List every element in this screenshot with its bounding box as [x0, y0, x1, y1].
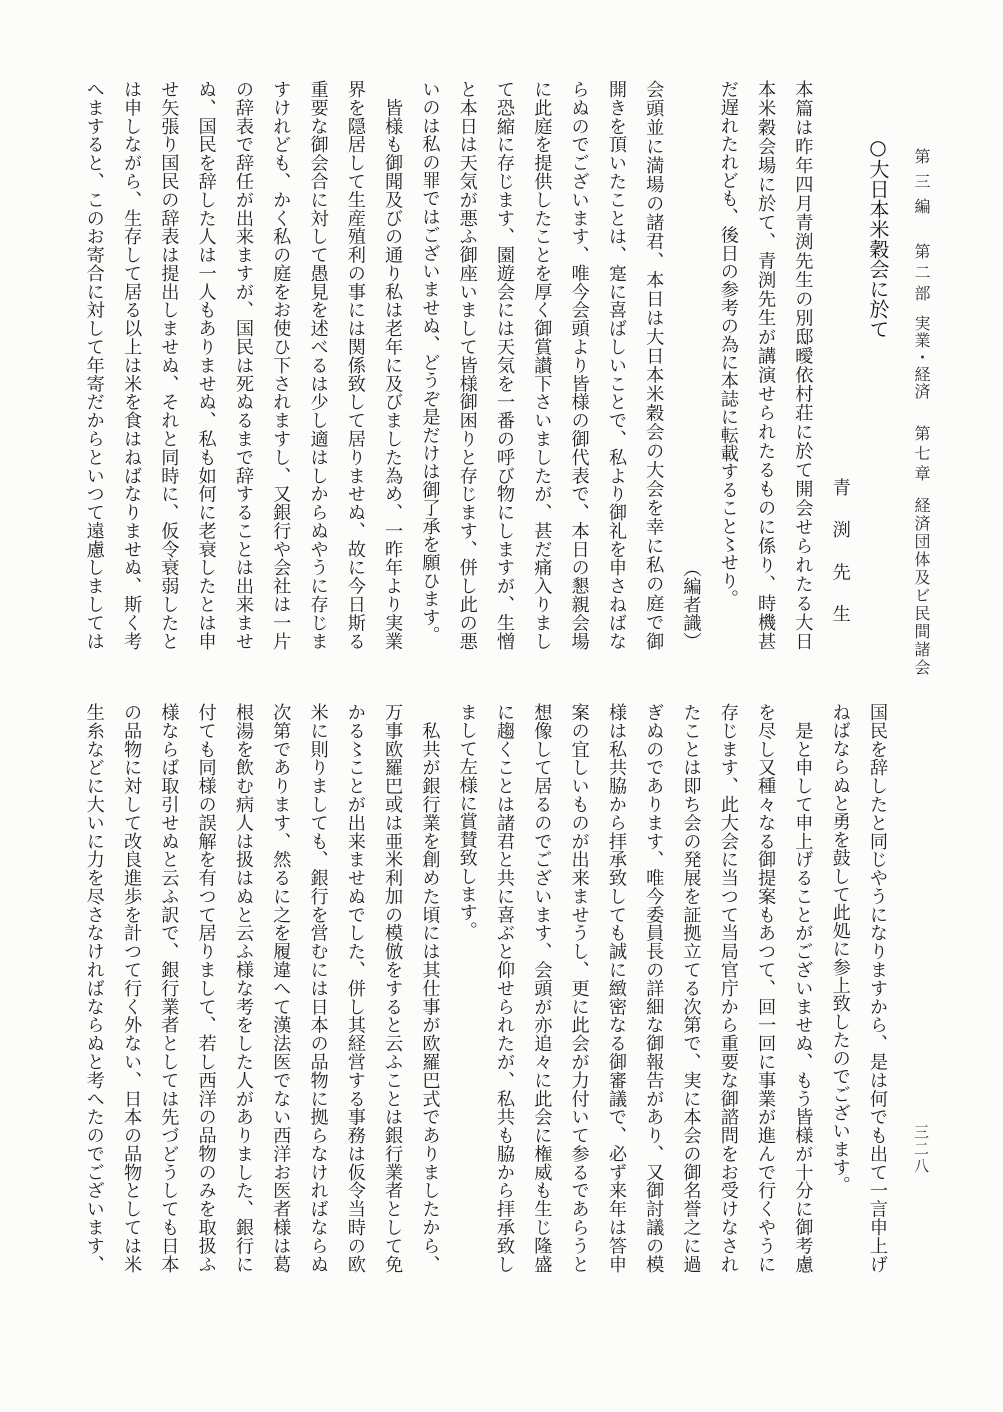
body-column: 万事欧羅巴或は亜米利加の模倣をすると云ふことは銀行業者として免 — [382, 703, 404, 1273]
body-column: 案の宜しいものが出来ませうし、更に此会が力付いて参るであらうと — [568, 703, 590, 1273]
body-column: 存じます、此大会に当つて当局官庁から重要な御諮問をお受けなされ — [717, 703, 739, 1273]
body-column: 重要な御会合に対して愚見を述べるは少し適はしからぬやうに存じま — [307, 80, 329, 650]
article-title: ○大日本米穀会に於て — [866, 135, 890, 339]
body-column: 様は私共脇から拝承致しても誠に緻密なる御審議で、必ず来年は答申 — [605, 703, 627, 1273]
body-column: らぬのでございます、唯今会頭より皆様の御代表で、本日の懇親会場 — [568, 80, 590, 650]
body-column: 会頭並に満場の諸君、本日は大日本米穀会の大会を幸に私の庭で御 — [643, 80, 665, 650]
body-column: たことは即ち会の発展を証拠立てる次第で、実に本会の御名誉之に過 — [680, 703, 702, 1273]
body-column: 次第であります、然るに之を履違へて漢法医でない西洋お医者様は葛 — [270, 703, 292, 1273]
body-column: を尽し又種々なる御提案もあつて、回一回に事業が進んで行くやうに — [755, 703, 777, 1273]
author-name: 青渕先生 — [829, 478, 851, 647]
running-head-chapter-title: 経済団体及ビ民間諸会 — [912, 497, 931, 677]
body-column: 想像して居るのでございます、会頭が亦追々に此会に権威も生じ隆盛 — [531, 703, 553, 1273]
body-column: 是と申して申上げることがございませぬ、もう皆様が十分に御考慮 — [792, 703, 814, 1273]
body-column: と本日は天気が悪ふ御座いまして皆様御困りと存じます、併し此の悪 — [456, 80, 478, 650]
body-column: の辞表で辞任が出来ますが、国民は死ぬるまで辞することは出来ませ — [232, 80, 254, 650]
body-column: 開きを頂いたことは、寔に喜ばしいことで、私より御礼を申さねばな — [605, 80, 627, 650]
running-head-chapter: 第七章 — [912, 425, 931, 485]
editor-note-line: 本篇は昨年四月青渕先生の別邸曖依村荘に於て開会せられたる大日 — [792, 80, 814, 650]
page-number: 三二八 — [912, 1124, 930, 1175]
running-head-section: 実業・経済 — [912, 315, 931, 400]
body-column: せ矢張り国民の辞表は提出しませぬ、それと同時に、仮令衰弱したと — [158, 80, 180, 650]
body-column: に趨くことは諸君と共に喜ぶと仰せられたが、私共も脇から拝承致し — [494, 703, 516, 1273]
body-column: に此庭を提供したことを厚く御賞讃下さいましたが、甚だ痛入りまし — [531, 80, 553, 650]
body-column: まして左様に賞賛致します。 — [456, 703, 478, 940]
body-column: 私共が銀行業を創めた頃には其仕事が欧羅巴式でありましたから、 — [419, 703, 441, 1273]
body-column: 皆様も御聞及びの通り私は老年に及びました為め、一昨年より実業 — [382, 80, 404, 650]
body-column: 国民を辞したと同じやうになりますから、是は何でも出て一言申上げ — [867, 703, 888, 1273]
body-column: は申しながら、生存して居る以上は米を食はねばなりませぬ、斯く考 — [121, 80, 143, 650]
editor-note-line: だ遅れたれども、後日の参考の為に本誌に転載すること〻せり。 — [717, 80, 739, 608]
editor-note-line: 本米穀会場に於て、青渕先生が講演せられたるものに係り、時機甚 — [755, 80, 777, 650]
body-column: かる〻ことが出来ませぬでした、併し其経営する事務は仮令当時の欧 — [344, 703, 366, 1273]
body-column: て恐縮に存じます、園遊会には天気を一番の呼び物にしますが、生憎 — [494, 80, 516, 650]
body-column: へますると、このお寄合に対して年寄だからといつて遠慮しましては — [83, 80, 105, 650]
editor-signature: （編者識） — [680, 559, 702, 650]
body-column: 生糸などに大いに力を尽さなければならぬと考へたのでございます、 — [83, 703, 105, 1273]
lower-tier — [75, 703, 896, 1273]
body-column: すけれども、かく私の庭をお使ひ下されますし、又銀行や会社は一片 — [270, 80, 292, 650]
running-head-division: 第二部 — [912, 243, 931, 306]
body-column: 米に則りましても、銀行を営むには日本の品物に拠らなければならぬ — [307, 703, 329, 1273]
body-column: 界を隠居して生産殖利の事には関係致して居りませぬ、故に今日斯る — [344, 80, 366, 650]
running-head-part: 第三編 — [912, 148, 931, 223]
body-column: 付ても同様の誤解を有つて居りまして、若し西洋の品物のみを取扱ふ — [195, 703, 217, 1273]
body-column: ねばならぬと勇を鼓して此処に参上致したのでございます。 — [829, 703, 851, 1195]
body-column: ぎぬのであります、唯今委員長の詳細な御報告があり、又御討議の模 — [643, 703, 665, 1273]
body-column: ぬ、国民を辞した人は一人もありませぬ、私も如何に老衰したとは申 — [195, 80, 217, 650]
body-column: の品物に対して改良進歩を計つて行く外ない、日本の品物としては米 — [121, 703, 143, 1273]
body-column: 根湯を飲む病人は扱はぬと云ふ様な考をした人がありました、銀行に — [232, 703, 254, 1273]
upper-tier — [75, 80, 896, 650]
body-column: いのは私の罪ではございませぬ、どうぞ是だけは御了承を願ひます。 — [419, 80, 441, 645]
body-column: 様ならば取引せぬと云ふ訳で、銀行業者としては先づどうしても日本 — [158, 703, 180, 1273]
